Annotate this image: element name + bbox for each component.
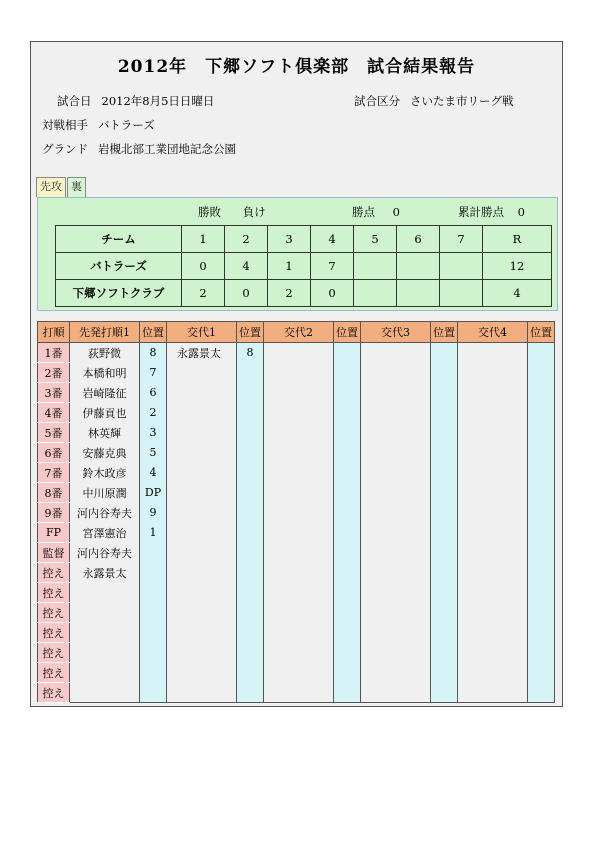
sub-2-position bbox=[334, 563, 361, 583]
sub-2-position bbox=[334, 343, 361, 363]
header-sub-3: 交代3 bbox=[361, 322, 431, 343]
category-row bbox=[354, 93, 514, 109]
sub-1-position: 8 bbox=[237, 343, 264, 363]
sub-4-position bbox=[528, 663, 555, 683]
sub-3-position bbox=[431, 443, 458, 463]
sub-1-position bbox=[237, 563, 264, 583]
sub-4-name bbox=[458, 583, 528, 603]
starter-name: 鈴木政彦 bbox=[70, 463, 140, 483]
batting-order: 1番 bbox=[38, 343, 70, 363]
lineup-row bbox=[38, 403, 555, 423]
sub-3-name bbox=[361, 583, 431, 603]
sub-2-position bbox=[334, 423, 361, 443]
starter-position bbox=[140, 643, 167, 663]
sub-3-name bbox=[361, 443, 431, 463]
starter-position: 6 bbox=[140, 383, 167, 403]
header-position: 位置 bbox=[237, 322, 264, 343]
sub-2-position bbox=[334, 503, 361, 523]
sub-2-name bbox=[264, 643, 334, 663]
sub-2-position bbox=[334, 403, 361, 423]
sub-3-position bbox=[431, 343, 458, 363]
sub-1-position bbox=[237, 403, 264, 423]
header-sub-1: 交代1 bbox=[167, 322, 237, 343]
sub-3-name bbox=[361, 423, 431, 443]
score-panel bbox=[37, 197, 558, 311]
ground-row bbox=[42, 141, 236, 157]
scoreboard-header-inning: 5 bbox=[354, 226, 397, 253]
starter-name: 伊藤貢也 bbox=[70, 403, 140, 423]
batting-order: 控え bbox=[38, 663, 70, 683]
sub-4-position bbox=[528, 543, 555, 563]
lineup-row bbox=[38, 603, 555, 623]
starter-name bbox=[70, 583, 140, 603]
starter-name: 永露景太 bbox=[70, 563, 140, 583]
sub-3-position bbox=[431, 623, 458, 643]
sub-1-name bbox=[167, 403, 237, 423]
sub-3-position bbox=[431, 603, 458, 623]
category-label: 試合区分 bbox=[354, 94, 400, 108]
sub-4-name bbox=[458, 343, 528, 363]
scoreboard-header-inning: 6 bbox=[397, 226, 440, 253]
header-sub-4: 交代4 bbox=[458, 322, 528, 343]
batting-order: FP bbox=[38, 523, 70, 543]
sub-3-name bbox=[361, 683, 431, 703]
sub-1-name bbox=[167, 363, 237, 383]
starter-position: 9 bbox=[140, 503, 167, 523]
sub-1-position bbox=[237, 543, 264, 563]
sub-2-name bbox=[264, 603, 334, 623]
points-label: 勝点 bbox=[352, 205, 375, 219]
header-starter: 先発打順1 bbox=[70, 322, 140, 343]
tab-bottom-half[interactable]: 裏 bbox=[67, 177, 86, 197]
lineup-row bbox=[38, 343, 555, 363]
lineup-row bbox=[38, 563, 555, 583]
scoreboard-header-inning: 4 bbox=[311, 226, 354, 253]
sub-3-name bbox=[361, 563, 431, 583]
sub-4-position bbox=[528, 523, 555, 543]
sub-4-position bbox=[528, 603, 555, 623]
sub-1-name bbox=[167, 563, 237, 583]
sub-2-position bbox=[334, 603, 361, 623]
scoreboard-header-team: チーム bbox=[56, 226, 182, 253]
opponent-label: 対戦相手 bbox=[42, 118, 88, 132]
starter-position bbox=[140, 623, 167, 643]
lineup-body bbox=[38, 343, 555, 703]
sub-2-name bbox=[264, 503, 334, 523]
sub-4-name bbox=[458, 603, 528, 623]
sub-2-name bbox=[264, 683, 334, 703]
sub-4-position bbox=[528, 583, 555, 603]
team-name: 下郷ソフトクラブ bbox=[56, 280, 182, 307]
sub-4-position bbox=[528, 423, 555, 443]
sub-3-position bbox=[431, 563, 458, 583]
scoreboard-header-runs: R bbox=[483, 226, 552, 253]
sub-3-position bbox=[431, 683, 458, 703]
sub-2-position bbox=[334, 523, 361, 543]
page-title: 2012年 下郷ソフト倶楽部 試合結果報告 bbox=[117, 57, 476, 77]
header-batting-order: 打順 bbox=[38, 322, 70, 343]
inning-score bbox=[440, 280, 483, 307]
sub-4-name bbox=[458, 643, 528, 663]
lineup-row bbox=[38, 683, 555, 703]
sub-4-position bbox=[528, 463, 555, 483]
lineup-table bbox=[37, 321, 555, 703]
sub-3-position bbox=[431, 543, 458, 563]
sub-1-position bbox=[237, 463, 264, 483]
sub-2-name bbox=[264, 423, 334, 443]
starter-name: 宮澤憲治 bbox=[70, 523, 140, 543]
starter-name: 本橋和明 bbox=[70, 363, 140, 383]
sub-1-name bbox=[167, 443, 237, 463]
sub-2-position bbox=[334, 383, 361, 403]
lineup-row bbox=[38, 623, 555, 643]
starter-position bbox=[140, 603, 167, 623]
inning-score: 0 bbox=[182, 253, 225, 280]
sub-2-position bbox=[334, 483, 361, 503]
starter-name: 河内谷寿夫 bbox=[70, 503, 140, 523]
sub-1-position bbox=[237, 383, 264, 403]
sub-2-name bbox=[264, 403, 334, 423]
inning-score bbox=[440, 253, 483, 280]
sub-2-name bbox=[264, 443, 334, 463]
header-position: 位置 bbox=[334, 322, 361, 343]
header-position: 位置 bbox=[140, 322, 167, 343]
sub-4-name bbox=[458, 543, 528, 563]
opponent-value: バトラーズ bbox=[98, 118, 155, 132]
lineup-row bbox=[38, 483, 555, 503]
starter-position: 2 bbox=[140, 403, 167, 423]
sub-2-position bbox=[334, 363, 361, 383]
starter-name: 荻野微 bbox=[70, 343, 140, 363]
sub-4-name bbox=[458, 383, 528, 403]
inning-score: 1 bbox=[268, 253, 311, 280]
batting-order: 4番 bbox=[38, 403, 70, 423]
total-points-value: 0 bbox=[517, 205, 525, 219]
starter-name bbox=[70, 683, 140, 703]
date-row bbox=[57, 93, 214, 109]
sub-2-position bbox=[334, 583, 361, 603]
result-value: 負け bbox=[242, 205, 266, 219]
sub-4-position bbox=[528, 503, 555, 523]
sub-3-position bbox=[431, 583, 458, 603]
starter-position: 5 bbox=[140, 443, 167, 463]
sub-4-position bbox=[528, 643, 555, 663]
sub-1-position bbox=[237, 663, 264, 683]
sub-3-name bbox=[361, 503, 431, 523]
sub-4-position bbox=[528, 443, 555, 463]
sub-1-position bbox=[237, 683, 264, 703]
starter-position: DP bbox=[140, 483, 167, 503]
sub-3-name bbox=[361, 483, 431, 503]
sub-3-name bbox=[361, 343, 431, 363]
total-points-label: 累計勝点 bbox=[458, 205, 504, 219]
sub-3-position bbox=[431, 663, 458, 683]
inning-score: 2 bbox=[182, 280, 225, 307]
sub-3-position bbox=[431, 383, 458, 403]
sub-3-position bbox=[431, 403, 458, 423]
lineup-row bbox=[38, 543, 555, 563]
total-runs: 12 bbox=[483, 253, 552, 280]
sub-1-position bbox=[237, 503, 264, 523]
batting-order: 7番 bbox=[38, 463, 70, 483]
sub-2-name bbox=[264, 523, 334, 543]
sub-1-name bbox=[167, 643, 237, 663]
sub-3-position bbox=[431, 503, 458, 523]
sub-3-name bbox=[361, 543, 431, 563]
sub-1-position bbox=[237, 523, 264, 543]
sub-3-name bbox=[361, 623, 431, 643]
sub-3-name bbox=[361, 383, 431, 403]
tab-top-half[interactable]: 先攻 bbox=[36, 177, 66, 197]
sub-1-name bbox=[167, 603, 237, 623]
category-value: さいたま市リーグ戦 bbox=[410, 94, 514, 108]
starter-position bbox=[140, 543, 167, 563]
lineup-row bbox=[38, 423, 555, 443]
starter-position: 4 bbox=[140, 463, 167, 483]
sub-2-name bbox=[264, 663, 334, 683]
scoreboard-table bbox=[55, 225, 552, 307]
sub-4-position bbox=[528, 383, 555, 403]
starter-name bbox=[70, 643, 140, 663]
sub-3-position bbox=[431, 463, 458, 483]
date-label: 試合日 bbox=[57, 94, 92, 108]
batting-order: 9番 bbox=[38, 503, 70, 523]
sub-1-name bbox=[167, 543, 237, 563]
starter-name: 河内谷寿夫 bbox=[70, 543, 140, 563]
inning-score: 2 bbox=[268, 280, 311, 307]
sub-3-name bbox=[361, 643, 431, 663]
sub-1-name bbox=[167, 423, 237, 443]
team-name: バトラーズ bbox=[56, 253, 182, 280]
report-frame bbox=[30, 41, 563, 707]
sub-2-position bbox=[334, 623, 361, 643]
sub-2-name bbox=[264, 543, 334, 563]
sub-3-position bbox=[431, 523, 458, 543]
sub-4-name bbox=[458, 503, 528, 523]
sub-2-name bbox=[264, 463, 334, 483]
batting-order: 控え bbox=[38, 603, 70, 623]
sub-4-name bbox=[458, 423, 528, 443]
starter-position: 7 bbox=[140, 363, 167, 383]
lineup-header-row bbox=[38, 322, 555, 343]
inning-score bbox=[354, 280, 397, 307]
sub-4-name bbox=[458, 363, 528, 383]
scoreboard-header-inning: 3 bbox=[268, 226, 311, 253]
date-value: 2012年8月5日日曜日 bbox=[101, 94, 215, 108]
lineup-row bbox=[38, 503, 555, 523]
sub-3-name bbox=[361, 663, 431, 683]
header-sub-2: 交代2 bbox=[264, 322, 334, 343]
sub-3-name bbox=[361, 363, 431, 383]
sub-1-position bbox=[237, 603, 264, 623]
sub-3-name bbox=[361, 603, 431, 623]
batting-order: 8番 bbox=[38, 483, 70, 503]
lineup-row bbox=[38, 643, 555, 663]
sub-4-position bbox=[528, 623, 555, 643]
sub-1-name bbox=[167, 683, 237, 703]
sub-4-name bbox=[458, 623, 528, 643]
scoreboard-header-inning: 7 bbox=[440, 226, 483, 253]
sub-2-name bbox=[264, 363, 334, 383]
batting-order: 2番 bbox=[38, 363, 70, 383]
scoreboard-header-inning: 2 bbox=[225, 226, 268, 253]
inning-score: 0 bbox=[311, 280, 354, 307]
sub-4-position bbox=[528, 563, 555, 583]
starter-name: 安藤克典 bbox=[70, 443, 140, 463]
sub-2-position bbox=[334, 683, 361, 703]
batting-order: 控え bbox=[38, 583, 70, 603]
sub-4-position bbox=[528, 483, 555, 503]
sub-1-name: 永露景太 bbox=[167, 343, 237, 363]
sub-1-position bbox=[237, 483, 264, 503]
sub-4-position bbox=[528, 343, 555, 363]
total-points-summary bbox=[458, 204, 525, 220]
sub-1-name bbox=[167, 503, 237, 523]
sub-1-position bbox=[237, 443, 264, 463]
sub-3-position bbox=[431, 423, 458, 443]
sub-1-position bbox=[237, 643, 264, 663]
sub-1-name bbox=[167, 463, 237, 483]
sub-1-position bbox=[237, 363, 264, 383]
inning-score bbox=[397, 280, 440, 307]
sub-1-position bbox=[237, 423, 264, 443]
inning-score bbox=[354, 253, 397, 280]
sub-1-position bbox=[237, 583, 264, 603]
sub-4-name bbox=[458, 443, 528, 463]
scoreboard-row-home bbox=[56, 280, 552, 307]
starter-position: 1 bbox=[140, 523, 167, 543]
batting-order: 5番 bbox=[38, 423, 70, 443]
inning-score: 4 bbox=[225, 253, 268, 280]
starter-name bbox=[70, 663, 140, 683]
sub-3-position bbox=[431, 483, 458, 503]
lineup-row bbox=[38, 663, 555, 683]
starter-name: 林英輝 bbox=[70, 423, 140, 443]
batting-order: 監督 bbox=[38, 543, 70, 563]
points-summary bbox=[352, 204, 400, 220]
sub-4-name bbox=[458, 403, 528, 423]
total-runs: 4 bbox=[483, 280, 552, 307]
sub-4-name bbox=[458, 563, 528, 583]
result-label: 勝敗 bbox=[198, 205, 221, 219]
sub-1-name bbox=[167, 383, 237, 403]
sub-2-name bbox=[264, 383, 334, 403]
starter-position bbox=[140, 563, 167, 583]
sub-2-position bbox=[334, 643, 361, 663]
sub-2-name bbox=[264, 483, 334, 503]
sub-1-position bbox=[237, 623, 264, 643]
batting-order: 控え bbox=[38, 563, 70, 583]
scoreboard-row-opponent bbox=[56, 253, 552, 280]
sub-2-name bbox=[264, 583, 334, 603]
sub-3-name bbox=[361, 463, 431, 483]
sub-1-name bbox=[167, 623, 237, 643]
sub-2-name bbox=[264, 563, 334, 583]
sub-3-position bbox=[431, 363, 458, 383]
sub-4-name bbox=[458, 523, 528, 543]
lineup-row bbox=[38, 363, 555, 383]
header-position: 位置 bbox=[431, 322, 458, 343]
starter-name bbox=[70, 623, 140, 643]
starter-name bbox=[70, 603, 140, 623]
sub-1-name bbox=[167, 663, 237, 683]
lineup-row bbox=[38, 383, 555, 403]
sub-2-position bbox=[334, 443, 361, 463]
starter-position: 8 bbox=[140, 343, 167, 363]
lineup-row bbox=[38, 523, 555, 543]
starter-position bbox=[140, 583, 167, 603]
sub-4-position bbox=[528, 363, 555, 383]
sub-2-name bbox=[264, 343, 334, 363]
inning-score bbox=[397, 253, 440, 280]
batting-order: 6番 bbox=[38, 443, 70, 463]
lineup-row bbox=[38, 583, 555, 603]
tab-bar bbox=[36, 177, 87, 197]
batting-order: 控え bbox=[38, 683, 70, 703]
sub-1-name bbox=[167, 523, 237, 543]
starter-name: 中川原潤 bbox=[70, 483, 140, 503]
sub-3-position bbox=[431, 643, 458, 663]
sub-3-name bbox=[361, 523, 431, 543]
sub-1-name bbox=[167, 583, 237, 603]
sub-4-name bbox=[458, 483, 528, 503]
sub-4-position bbox=[528, 683, 555, 703]
sub-2-position bbox=[334, 543, 361, 563]
sub-2-position bbox=[334, 663, 361, 683]
batting-order: 控え bbox=[38, 623, 70, 643]
result-summary bbox=[198, 204, 266, 220]
sub-4-name bbox=[458, 683, 528, 703]
starter-position bbox=[140, 663, 167, 683]
sub-1-name bbox=[167, 483, 237, 503]
scoreboard-header-inning: 1 bbox=[182, 226, 225, 253]
starter-position bbox=[140, 683, 167, 703]
header-position: 位置 bbox=[528, 322, 555, 343]
ground-value: 岩槻北部工業団地記念公園 bbox=[98, 142, 236, 156]
inning-score: 0 bbox=[225, 280, 268, 307]
sub-4-name bbox=[458, 463, 528, 483]
sub-4-position bbox=[528, 403, 555, 423]
sub-2-name bbox=[264, 623, 334, 643]
points-value: 0 bbox=[392, 205, 400, 219]
sub-3-name bbox=[361, 403, 431, 423]
scoreboard-header-row bbox=[56, 226, 552, 253]
sub-4-name bbox=[458, 663, 528, 683]
starter-position: 3 bbox=[140, 423, 167, 443]
sub-2-position bbox=[334, 463, 361, 483]
ground-label: グランド bbox=[42, 142, 88, 156]
opponent-row bbox=[42, 117, 155, 133]
batting-order: 3番 bbox=[38, 383, 70, 403]
batting-order: 控え bbox=[38, 643, 70, 663]
lineup-row bbox=[38, 463, 555, 483]
inning-score: 7 bbox=[311, 253, 354, 280]
starter-name: 岩崎隆征 bbox=[70, 383, 140, 403]
lineup-row bbox=[38, 443, 555, 463]
